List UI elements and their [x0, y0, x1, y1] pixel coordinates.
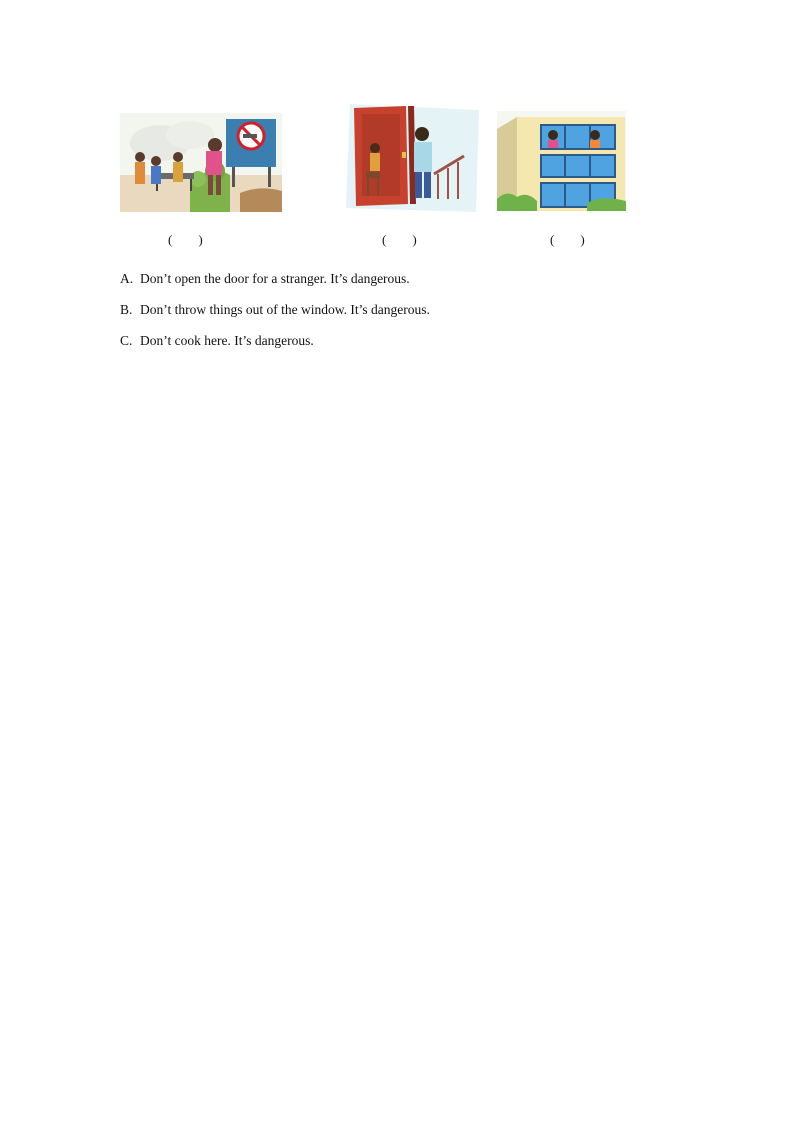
- stranger-at-door-picture: [346, 104, 479, 212]
- option-letter: B.: [120, 302, 133, 317]
- option-text: Don’t open the door for a stranger. It’s dangerous.: [140, 271, 410, 286]
- answer-blank-2[interactable]: ( ): [382, 232, 417, 247]
- option-c: [120, 333, 314, 349]
- option-text: Don’t throw things out of the window. It’s dangerous.: [140, 302, 430, 317]
- option-letter: A.: [120, 271, 134, 286]
- option-letter: C.: [120, 333, 133, 348]
- option-text: Don’t cook here. It’s dangerous.: [140, 333, 314, 348]
- children-at-window-picture: [497, 111, 626, 211]
- answer-blank-1[interactable]: ( ): [168, 232, 203, 247]
- no-smoking-cooking-picture: [120, 113, 282, 212]
- option-a: [120, 271, 410, 287]
- option-b: [120, 302, 430, 318]
- answer-blank-3[interactable]: ( ): [550, 232, 585, 247]
